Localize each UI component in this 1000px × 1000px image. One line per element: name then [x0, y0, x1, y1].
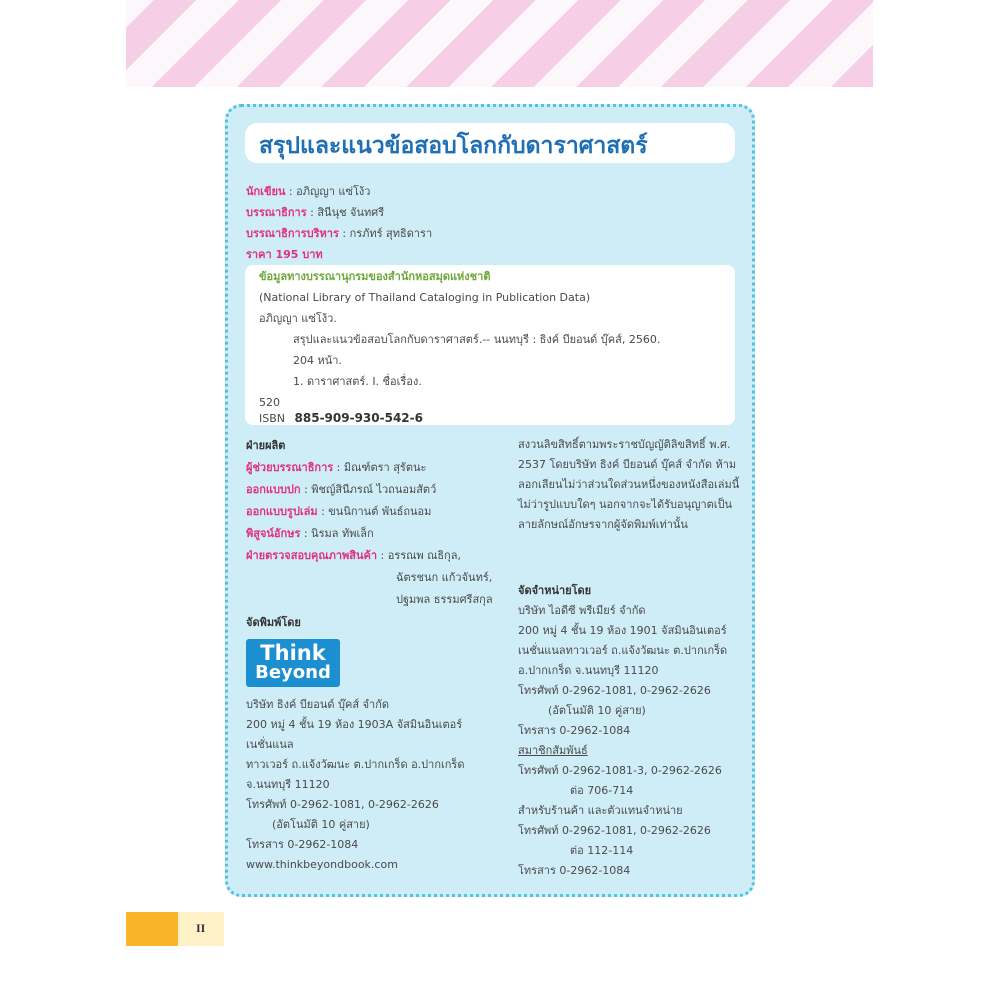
credit-author [246, 181, 432, 202]
production-row [246, 523, 493, 545]
credit-value: : กรภัทร์ สุทธิดารา [338, 227, 433, 240]
credit-label: บรรณาธิการบริหาร [246, 227, 339, 240]
distributor-line: เนชั่นแนลทาวเวอร์ ถ.แจ้งวัฒนะ ต.ปากเกร็ด [518, 644, 728, 657]
distributor-line: บริษัท ไอดีซี พรีเมียร์ จำกัด [518, 604, 646, 617]
cip-line1: สรุปและแนวข้อสอบโลกกับดาราศาสตร์.-- นนทบุรี : ธิงค์ บียอนด์ บุ๊คส์, 2560. [293, 333, 661, 346]
title-box [245, 123, 735, 163]
book-title: สรุปและแนวข้อสอบโลกกับดาราศาสตร์ [259, 133, 648, 159]
member-line: โทรศัพท์ 0-2962-1081-3, 0-2962-2626 [518, 764, 722, 777]
cip-box [245, 265, 735, 425]
production-label: ผู้ช่วยบรรณาธิการ [246, 461, 334, 474]
credit-value: : สินีนุช จันทศรี [306, 206, 385, 219]
cip-isbn-row [259, 408, 423, 429]
member-line: ต่อ 706-714 [570, 784, 634, 797]
cip-english: (National Library of Thailand Cataloging in Publication Data) [259, 291, 591, 304]
production-row [246, 501, 493, 523]
production-value: : มิณฑ์ตรา สุรัตนะ [333, 461, 427, 474]
shop-heading: สำหรับร้านค้า และตัวแทนจำหน่าย [518, 804, 683, 817]
distributor-heading: จัดจำหน่ายโดย [518, 584, 592, 597]
credits [246, 181, 432, 265]
price-label: ราคา 195 บาท [246, 248, 323, 261]
credit-price [246, 244, 432, 265]
distributor-block [518, 581, 748, 881]
member-heading: สมาชิกสัมพันธ์ [518, 744, 588, 757]
shop-line: ต่อ 112-114 [570, 844, 634, 857]
production-label: ออกแบบรูปเล่ม [246, 505, 318, 518]
production-label: ออกแบบปก [246, 483, 301, 496]
production-value: : นิรมล ทัพเล็ก [300, 527, 374, 540]
production-value: : ขนนิกานต์ พันธ์ถนอม [317, 505, 432, 518]
cip-line3: 1. ดาราศาสตร์. I. ชื่อเรื่อง. [293, 375, 422, 388]
production-extra: ปฐมพล ธรรมศรีสกุล [396, 593, 493, 606]
cip-class: 520 [259, 396, 280, 409]
publisher-line: ทาวเวอร์ ถ.แจ้งวัฒนะ ต.ปากเกร็ด อ.ปากเกร็ด [246, 758, 465, 771]
production-value: : อรรณพ ณธิกุล, [377, 549, 461, 562]
decorative-stripe-banner [126, 0, 873, 87]
cip-heading: ข้อมูลทางบรรณานุกรมของสำนักหอสมุดแห่งชาติ [259, 270, 491, 283]
distributor-line: (อัตโนมัติ 10 คู่สาย) [548, 704, 646, 717]
publisher-heading: จัดพิมพ์โดย [246, 616, 301, 629]
publisher-line: 200 หมู่ 4 ชั้น 19 ห้อง 1903A จัสมินอินเตอร์เนชั่นแนล [246, 718, 463, 751]
logo-text-beyond: Beyond [255, 662, 331, 683]
production-label: ฝ่ายตรวจสอบคุณภาพสินค้า [246, 549, 378, 562]
credit-label: บรรณาธิการ [246, 206, 307, 219]
credit-editor [246, 202, 432, 223]
publisher-line: (อัตโนมัติ 10 คู่สาย) [272, 818, 370, 831]
distributor-line: โทรสาร 0-2962-1084 [518, 724, 631, 737]
production-row [246, 545, 493, 567]
credit-value: : อภิญญา แซ่โง้ว [285, 185, 371, 198]
publisher-line: จ.นนทบุรี 11120 [246, 778, 330, 791]
publisher-line: โทรศัพท์ 0-2962-1081, 0-2962-2626 [246, 798, 439, 811]
isbn-label: ISBN [259, 412, 286, 425]
publisher-website[interactable]: www.thinkbeyondbook.com [246, 858, 398, 871]
page-number-tab [126, 912, 224, 946]
production-value: : พิชญ์สินีภรณ์ ไวถนอมสัตว์ [300, 483, 437, 496]
credit-label: นักเขียน [246, 185, 286, 198]
production-row [246, 457, 493, 479]
page-number: II [196, 921, 206, 935]
publisher-line: บริษัท ธิงค์ บียอนด์ บุ๊คส์ จำกัด [246, 698, 389, 711]
production-label: พิสูจน์อักษร [246, 527, 301, 540]
production-heading: ฝ่ายผลิต [246, 439, 286, 452]
publisher-block [246, 613, 506, 875]
isbn-number: 885-909-930-542-6 [294, 411, 423, 425]
distributor-line: 200 หมู่ 4 ชั้น 19 ห้อง 1901 จัสมินอินเตอร์ [518, 624, 727, 637]
credit-managing-editor [246, 223, 432, 244]
production-extra: ฉัตรชนก แก้วจันทร์, [396, 571, 493, 584]
imprint-panel [225, 104, 755, 897]
production-row [246, 479, 493, 501]
production-team [246, 435, 493, 611]
think-beyond-logo [246, 639, 340, 687]
cip-line2: 204 หน้า. [293, 354, 342, 367]
shop-line: โทรศัพท์ 0-2962-1081, 0-2962-2626 [518, 824, 711, 837]
copyright-notice: สงวนลิขสิทธิ์ตามพระราชบัญญัติลิขสิทธิ์ พ.ศ. 2537 โดยบริษัท ธิงค์ บียอนด์ บุ๊คส์ จำกัด ห้ามลอกเลียนไม่ว่าส่วนใดส่วนหนึ่งของหนังสือเล่มนี้ ไม่ว่ารูปแบบใดๆ นอกจากจะได้รับอนุญาตเป็นลายลักษณ์อักษรจากผู้จัดพิมพ์เท่านั้น [518, 438, 740, 531]
logo-text-think: Think [260, 641, 326, 665]
distributor-line: โทรศัพท์ 0-2962-1081, 0-2962-2626 [518, 684, 711, 697]
distributor-line: อ.ปากเกร็ด จ.นนทบุรี 11120 [518, 664, 659, 677]
cip-author: อภิญญา แซ่โง้ว. [259, 312, 337, 325]
shop-line: โทรสาร 0-2962-1084 [518, 864, 631, 877]
publisher-line: โทรสาร 0-2962-1084 [246, 838, 359, 851]
